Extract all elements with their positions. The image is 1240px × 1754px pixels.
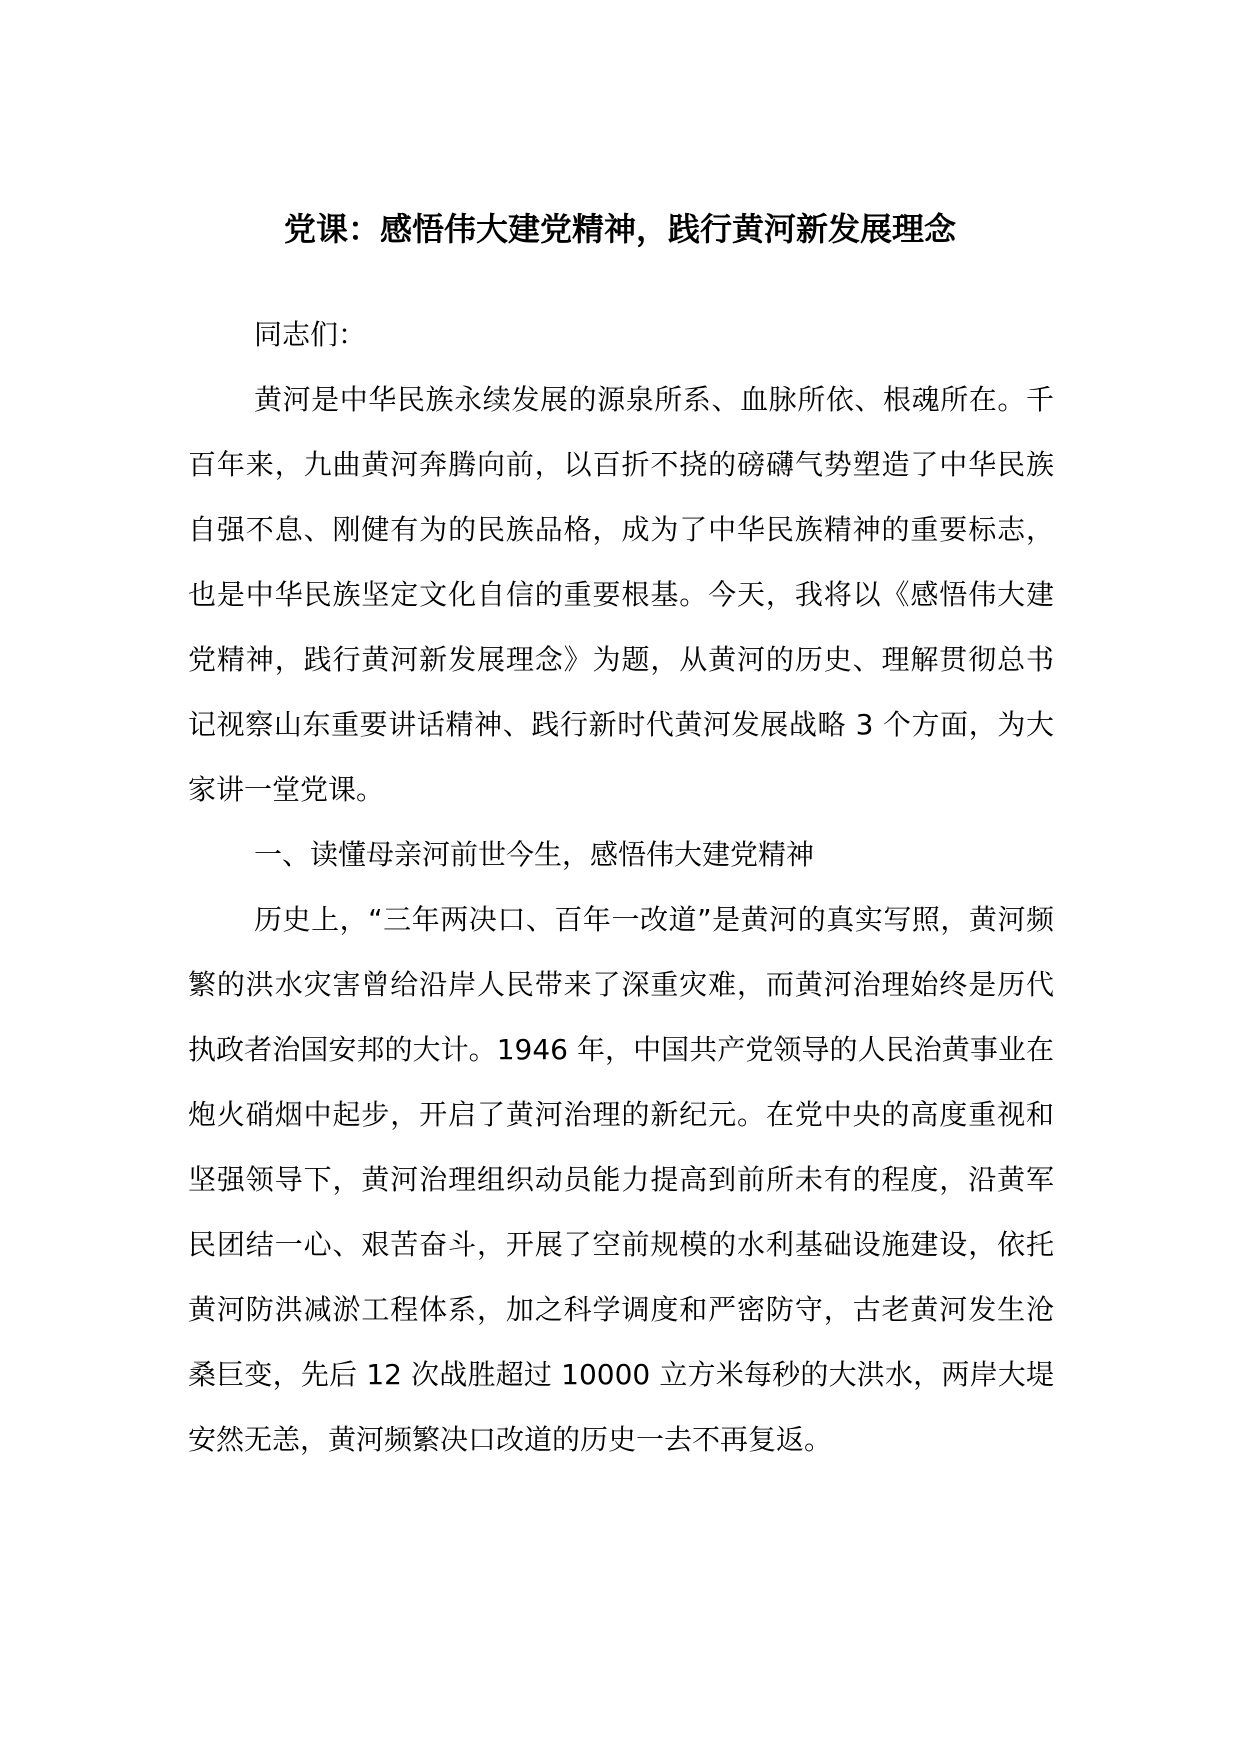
history-paragraph: 历史上，“三年两决口、百年一改道”是黄河的真实写照，黄河频繁的洪水灾害曾给沿岸人民带来了深重灾难，而黄河治理始终是历代执政者治国安邦的大计。1946 年，中国共产党领导的人民治黄事业在炮火硝烟中起步，开启了黄河治理的新纪元。在党中央的高度重视和坚强领导下，黄河治理组织动员能力提高到前所未有的程度，沿黄军民团结一心、艰苦奋斗，开展了空前规模的水利基础设施建设，依托黄河防洪减淤工程体系，加之科学调度和严密防守，古老黄河发生沧桑巨变，先后 12 次战胜超过 10000 立方米每秒的大洪水，两岸大堤安然无恙，黄河频繁决口改道的历史一去不再复返。 (188, 903, 1054, 1456)
section-heading: 一、读懂母亲河前世今生，感悟伟大建党精神 (254, 838, 815, 871)
document-title: 党课：感悟伟大建党精神，践行黄河新发展理念 (283, 210, 956, 248)
salutation-paragraph: 同志们： (254, 318, 367, 351)
document-body (188, 302, 1054, 1472)
intro-paragraph: 黄河是中华民族永续发展的源泉所系、血脉所依、根魂所在。千百年来，九曲黄河奔腾向前，以百折不挠的磅礴气势塑造了中华民族自强不息、刚健有为的民族品格，成为了中华民族精神的重要标志，也是中华民族坚定文化自信的重要根基。今天，我将以《感悟伟大建党精神，践行黄河新发展理念》为题，从黄河的历史、理解贯彻总书记视察山东重要讲话精神、践行新时代黄河发展战略 3 个方面，为大家讲一堂党课。 (188, 383, 1054, 806)
